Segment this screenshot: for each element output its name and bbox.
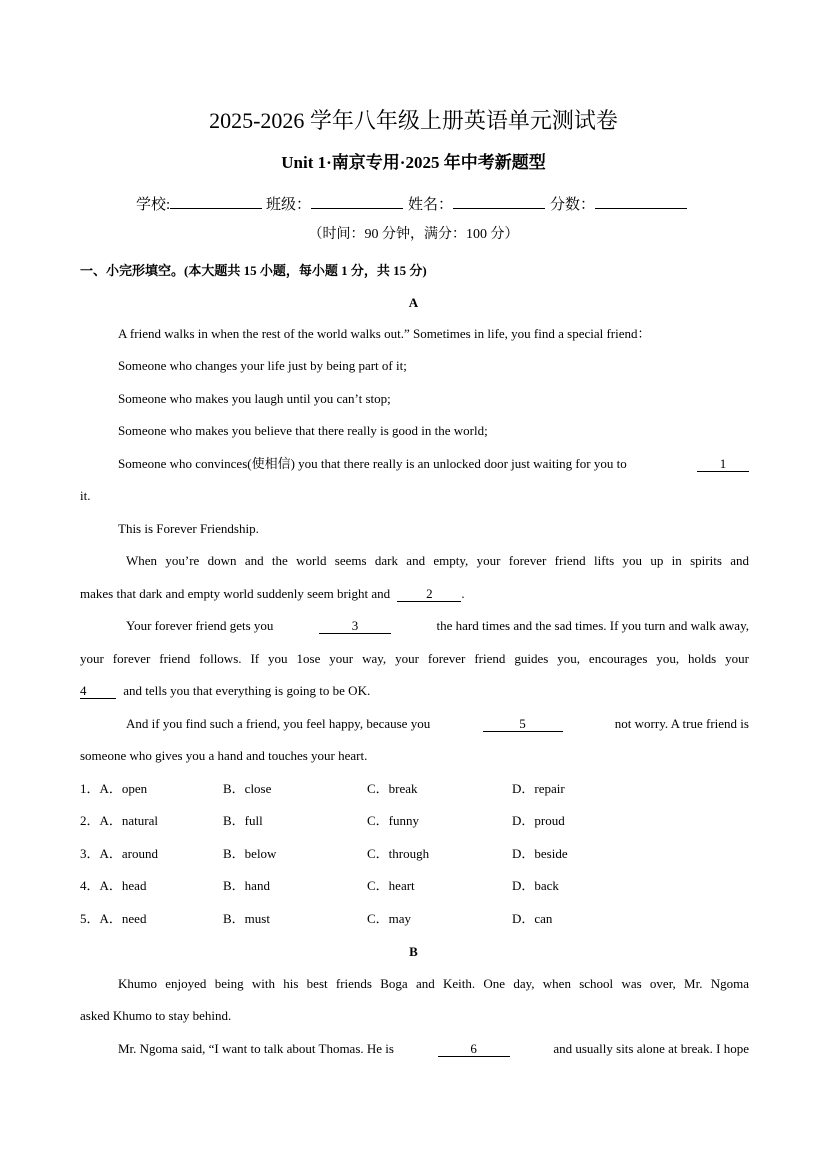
option-c[interactable]: C．may (367, 911, 412, 926)
exam-info: （时间：90 分钟，满分：100 分） (308, 227, 519, 242)
option-a[interactable]: A．need (99, 911, 147, 926)
passage-b-p2-line1 (118, 1041, 749, 1057)
passage-a-p8-line3 (80, 683, 370, 699)
option-b[interactable]: B．full (223, 813, 263, 828)
option-c[interactable]: C．break (367, 781, 418, 796)
school-label: 学校: (136, 197, 171, 213)
question-number: 5． (80, 911, 100, 926)
name-field[interactable] (408, 192, 545, 216)
option-b[interactable]: B．hand (223, 878, 270, 893)
option-c[interactable]: C．funny (367, 813, 420, 828)
section-heading: 一、小完形填空。(本大题共 15 小题，每小题 1 分，共 15 分) (80, 263, 427, 278)
passage-a-p8-text-a: Your forever friend gets you (126, 618, 274, 633)
passage-a-p5-text: Someone who convinces(使相信) you that there really is an unlocked door just waiting for you to (118, 456, 627, 471)
class-field[interactable] (266, 192, 403, 216)
passage-a-p1: A friend walks in when the rest of the world walks out.” Sometimes in life, you find a special friend： (118, 326, 651, 341)
question-3 (80, 846, 158, 862)
blank-5[interactable]: 5 (483, 716, 563, 732)
question-number: 3． (80, 846, 100, 861)
passage-a-p5-line (118, 456, 749, 472)
passage-a-p9-line2: someone who gives you a hand and touches your heart. (80, 748, 368, 763)
passage-a-p7-period: . (461, 586, 465, 601)
question-1 (80, 781, 147, 797)
passage-a-p7-text: makes that dark and empty world suddenly seem bright and (80, 586, 391, 601)
question-number: 1． (80, 781, 100, 796)
score-label: 分数： (550, 197, 596, 213)
passage-a-p7-line1: When you’re down and the world seems dark and empty, your forever friend lifts you up in spirits and (126, 553, 749, 568)
passage-a-p8-text-b: the hard times and the sad times. If you turn and walk away, (436, 618, 749, 633)
passage-b-p2-text-a: Mr. Ngoma said, “I want to talk about Thomas. He is (118, 1041, 394, 1056)
passage-a-p8-text-d: and tells you that everything is going to be OK. (123, 683, 371, 698)
option-a[interactable]: A．around (99, 846, 159, 861)
page-title: 2025-2026 学年八年级上册英语单元测试卷 (209, 108, 618, 133)
option-a[interactable]: A．head (99, 878, 147, 893)
passage-a-p7-line2 (80, 586, 465, 602)
blank-4[interactable]: 4 (80, 683, 116, 699)
option-a[interactable]: A．natural (99, 813, 158, 828)
blank-6[interactable]: 6 (438, 1041, 510, 1057)
passage-a-p9-text-a: And if you find such a friend, you feel happy, because you (126, 716, 431, 731)
school-field[interactable] (136, 192, 262, 216)
question-4 (80, 878, 146, 894)
passage-a-p6: This is Forever Friendship. (118, 521, 259, 536)
question-number: 2． (80, 813, 100, 828)
passage-b-p1-line1: Khumo enjoyed being with his best friends Boga and Keith. One day, when school was over, Mr. Ngoma (118, 976, 749, 991)
question-5 (80, 911, 146, 927)
option-d[interactable]: D．proud (512, 813, 565, 828)
page-subtitle: Unit 1·南京专用·2025 年中考新题型 (281, 153, 546, 172)
passage-a-p2: Someone who changes your life just by being part of it; (118, 358, 407, 373)
option-a[interactable]: A．open (99, 781, 148, 796)
score-blank[interactable] (595, 192, 687, 209)
blank-2[interactable]: 2 (397, 586, 461, 602)
option-d[interactable]: D．repair (512, 781, 565, 796)
passage-b-p1-line2: asked Khumo to stay behind. (80, 1008, 232, 1023)
option-b[interactable]: B．close (223, 781, 272, 796)
option-d[interactable]: D．back (512, 878, 559, 893)
class-label: 班级： (266, 197, 312, 213)
blank-1[interactable]: 1 (697, 456, 749, 472)
passage-a-p9-line1 (126, 716, 749, 732)
option-d[interactable]: D．beside (512, 846, 568, 861)
passage-a-p8-line1 (126, 618, 749, 634)
question-number: 4． (80, 878, 100, 893)
passage-b-label: B (409, 944, 418, 959)
passage-a-label: A (408, 295, 419, 310)
option-c[interactable]: C．through (367, 846, 430, 861)
passage-a-p4: Someone who makes you believe that there really is good in the world; (118, 423, 488, 438)
option-b[interactable]: B．must (223, 911, 270, 926)
passage-a-p3: Someone who makes you laugh until you can’t stop; (118, 391, 391, 406)
class-blank[interactable] (311, 192, 403, 209)
name-blank[interactable] (453, 192, 545, 209)
option-b[interactable]: B．below (223, 846, 277, 861)
passage-a-p8-line2: your forever friend follows. If you 1ose your way, your forever friend guides you, encourages you, holds your (80, 651, 749, 666)
passage-a-p5-end: it. (80, 488, 91, 503)
school-blank[interactable] (170, 192, 262, 209)
question-2 (80, 813, 158, 829)
passage-b-p2-text-b: and usually sits alone at break. I hope (553, 1041, 749, 1056)
blank-3[interactable]: 3 (319, 618, 391, 634)
option-d[interactable]: D．can (512, 911, 553, 926)
passage-a-p9-text-b: not worry. A true friend is (614, 716, 749, 731)
score-field[interactable] (550, 192, 687, 216)
name-label: 姓名： (408, 197, 454, 213)
option-c[interactable]: C．heart (367, 878, 415, 893)
